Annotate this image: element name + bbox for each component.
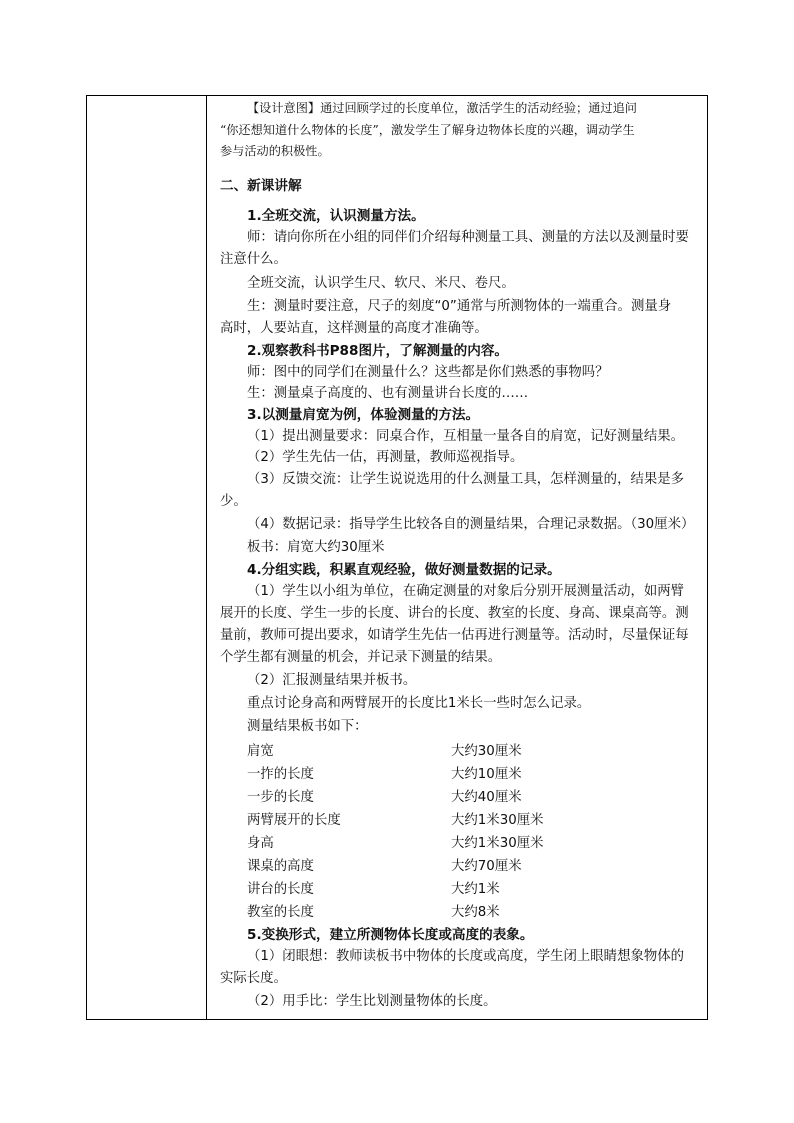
result-row (220, 763, 701, 786)
result-value: 大约10厘米 (451, 766, 522, 782)
result-item: 一拃的长度 (247, 766, 314, 782)
step1-exchange: 全班交流，认识学生尺、软尺、米尺、卷尺。 (247, 275, 515, 291)
step5-heading: 5.变换形式，建立所测物体长度或高度的表象。 (247, 926, 534, 943)
result-row (220, 786, 701, 809)
result-row (220, 901, 701, 924)
text-line: 量前，教师可提出要求，如请学生先估一估再进行测量等。活动时，尽量保证每 (220, 627, 689, 643)
design-intent-line: 参与活动的积极性。 (220, 144, 330, 158)
text-line: 高时，人要站直，这样测量的高度才准确等。 (220, 320, 488, 336)
results-board (220, 740, 701, 924)
result-row (220, 855, 701, 878)
result-value: 大约1米 (451, 881, 500, 897)
result-value: 大约1米30厘米 (451, 812, 544, 828)
step3-heading: 3.以测量肩宽为例，体验测量的方法。 (247, 407, 480, 424)
design-intent-line: 【设计意图】通过回顾学过的长度单位，激活学生的活动经验；通过追问 (247, 101, 637, 115)
text-line: （1）学生以小组为单位，在确定测量的对象后分别开展测量活动，如两臂 (247, 583, 685, 599)
step4-item-1 (220, 581, 701, 669)
table-left-column (87, 96, 207, 1019)
result-item: 课桌的高度 (247, 858, 314, 874)
result-value: 大约30厘米 (451, 743, 522, 759)
text-line: （3）反馈交流：让学生说说选用的什么测量工具，怎样测量的，结果是多 (247, 471, 685, 487)
lesson-table (86, 95, 708, 1020)
step4-heading: 4.分组实践，积累直观经验，做好测量数据的记录。 (247, 561, 561, 578)
result-item: 身高 (247, 835, 274, 851)
step3-item-3 (220, 469, 701, 513)
result-item: 两臂展开的长度 (247, 812, 341, 828)
result-row (220, 740, 701, 763)
step4-item-2: （2）汇报测量结果并板书。 (247, 672, 417, 688)
text-line: 注意什么。 (220, 251, 287, 267)
design-intent-line: “你还想知道什么物体的长度”，激发学生了解身边物体长度的兴趣，调动学生 (220, 122, 635, 137)
result-item: 一步的长度 (247, 789, 314, 805)
result-item: 肩宽 (247, 743, 274, 759)
result-row (220, 809, 701, 832)
result-row (220, 878, 701, 901)
step4-discuss: 重点讨论身高和两臂展开的长度比1米长一些时怎么记录。 (247, 695, 591, 711)
step3-item-1: （1）提出测量要求：同桌合作，互相量一量各自的肩宽，记好测量结果。 (247, 429, 685, 445)
step1-teacher-paragraph (220, 227, 701, 271)
section-title: 二、新课讲解 (220, 177, 302, 194)
step3-item-2: （2）学生先估一估，再测量，教师巡视指导。 (247, 450, 524, 466)
text-line: 个学生都有测量的机会，并记录下测量的结果。 (220, 649, 502, 665)
step3-board: 板书：肩宽大约30厘米 (247, 539, 385, 555)
result-value: 大约8米 (451, 904, 500, 920)
text-line: 少。 (220, 493, 247, 509)
step2-student: 生：测量桌子高度的、也有测量讲台长度的…… (247, 385, 529, 401)
result-value: 大约70厘米 (451, 858, 522, 874)
result-item: 教室的长度 (247, 904, 314, 920)
text-line: 实际长度。 (220, 970, 287, 986)
step3-item-4: （4）数据记录：指导学生比较各自的测量结果，合理记录数据。（30厘米） (247, 516, 695, 532)
text-line: 师：请向你所在小组的同伴们介绍每种测量工具、测量的方法以及测量时要 (247, 229, 689, 245)
result-value: 大约40厘米 (451, 789, 522, 805)
text-line: 展开的长度、学生一步的长度、讲台的长度、教室的长度、身高、课桌高等。测 (220, 605, 689, 621)
text-line: 生：测量时要注意，尺子的刻度“0”通常与所测物体的一端重合。测量身 (247, 298, 672, 314)
step1-student-paragraph (220, 296, 701, 340)
step5-item-2: （2）用手比：学生比划测量物体的长度。 (247, 993, 497, 1009)
step2-teacher: 师：图中的同学们在测量什么？这些都是你们熟悉的事物吗？ (247, 364, 609, 380)
result-value: 大约1米30厘米 (451, 835, 544, 851)
step1-heading: 1.全班交流，认识测量方法。 (247, 207, 425, 224)
result-item: 讲台的长度 (247, 881, 314, 897)
step5-item-1 (220, 946, 701, 990)
text-line: （1）闭眼想：教师读板书中物体的长度或高度，学生闭上眼睛想象物体的 (247, 948, 685, 964)
design-intent-paragraph (220, 98, 701, 163)
result-row (220, 832, 701, 855)
step4-board-intro: 测量结果板书如下： (247, 718, 368, 734)
step2-heading: 2.观察教科书P88图片，了解测量的内容。 (247, 342, 509, 359)
table-content-cell (208, 96, 707, 1019)
